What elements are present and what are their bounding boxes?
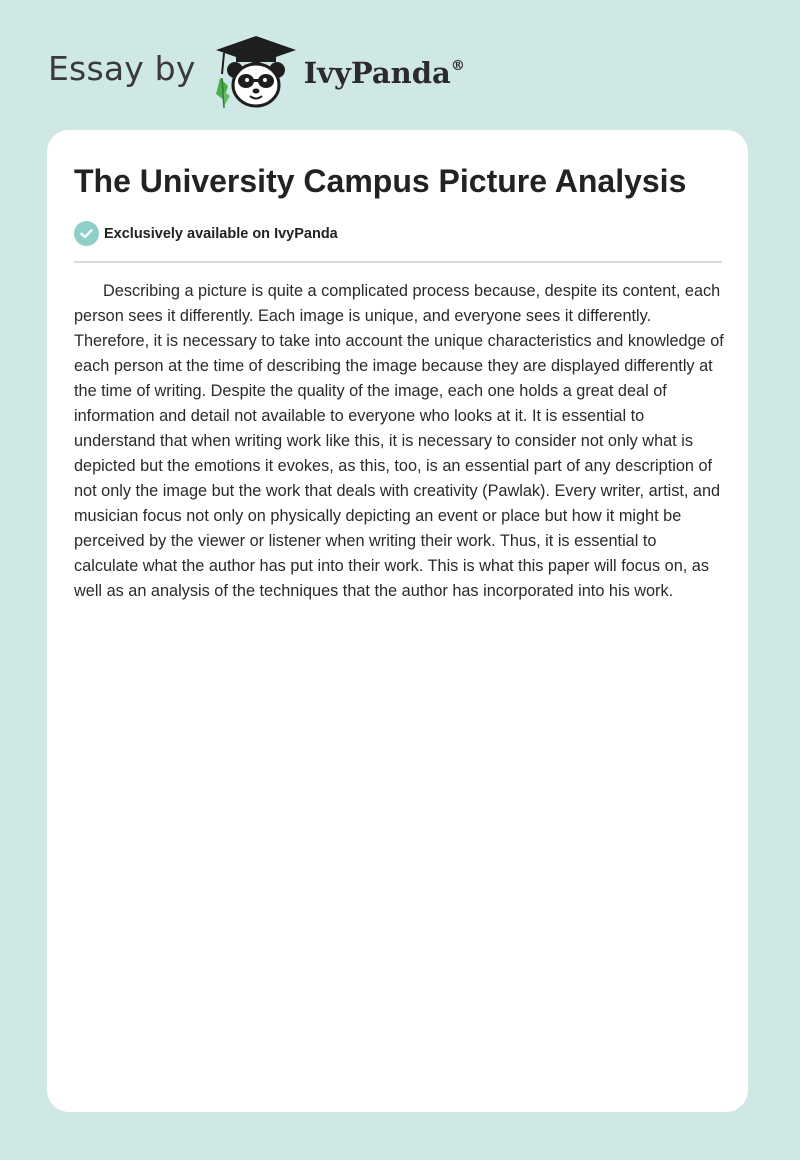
essay-by-label: Essay by <box>48 48 196 88</box>
article-paragraph: Describing a picture is quite a complicated process because, despite its content, each person sees it differently. Each image is unique, and everyone sees it differently. Therefore, it is necessary to take into account the unique characteristics and knowledge of each person at the time of describing the image because they are displayed differently at the time of writing. Despite the quality of the image, each one holds a great deal of information and detail not available to everyone who looks at it. It is essential to understand that when writing work like this, it is necessary to consider not only what is depicted but the emotions it evokes, as this, too, is an essential part of any description of not only the image but the work that deals with creativity (Pawlak). Every writer, artist, and musician focus not only on physically depicting an event or place but how it might be perceived by the viewer or listener when writing their work. Thus, it is essential to calculate what the author has put into their work. This is what this paper will focus on, as well as an analysis of the techniques that the author has incorporated into his work. <box>74 282 724 600</box>
check-circle-icon <box>74 221 99 246</box>
article-card <box>47 130 748 1112</box>
exclusive-badge-label: Exclusively available on IvyPanda <box>104 225 338 242</box>
divider <box>74 261 722 263</box>
brand-name[interactable]: IvyPanda® <box>303 56 465 90</box>
exclusive-badge <box>74 221 338 246</box>
page-title: The University Campus Picture Analysis <box>74 163 687 199</box>
panda-graduation-cap-icon[interactable] <box>210 34 302 110</box>
site-header <box>48 34 465 110</box>
